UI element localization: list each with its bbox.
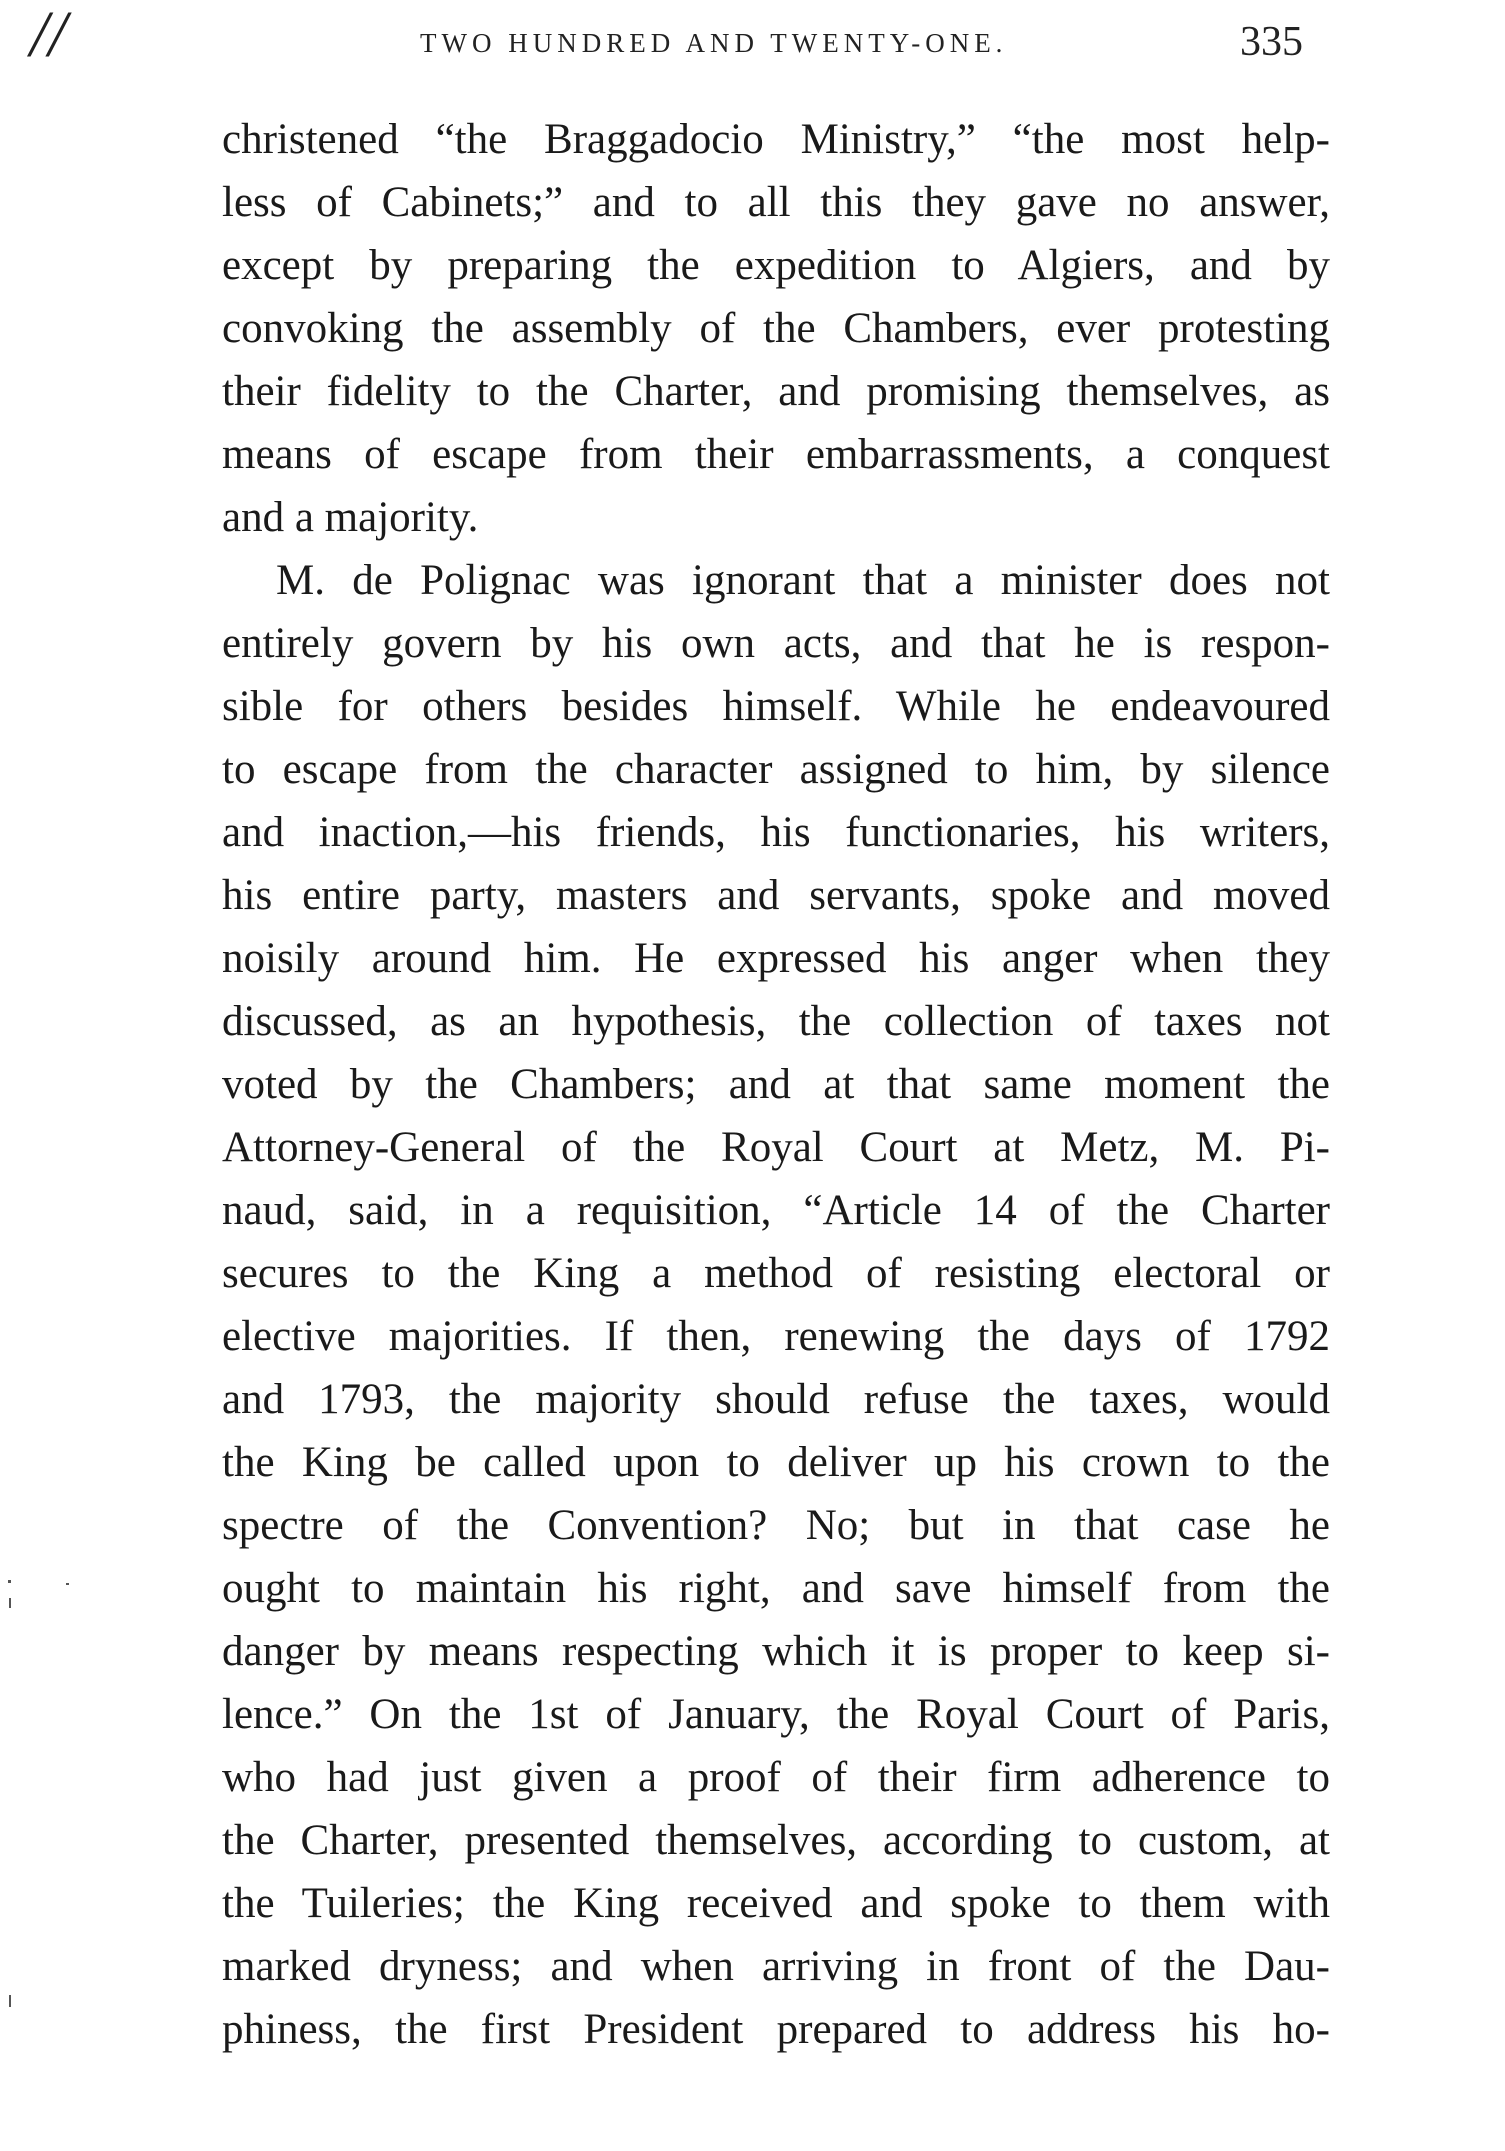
text-line: phiness, the first President prepared to address his ho- (222, 2006, 1330, 2053)
paragraph-continued (222, 108, 1330, 549)
text-line: M. de Polignac was ignorant that a minister does not (276, 557, 1330, 604)
text-line: ought to maintain his right, and save himself from the (222, 1565, 1330, 1612)
text-line: and inaction,—his friends, his functionaries, his writers, (222, 809, 1330, 856)
text-line: danger by means respecting which it is proper to keep si- (222, 1628, 1330, 1675)
text-line: christened “the Braggadocio Ministry,” “the most help- (222, 116, 1330, 163)
text-line: sible for others besides himself. While he endeavoured (222, 683, 1330, 730)
text-line: the Charter, presented themselves, according to custom, at (222, 1817, 1330, 1864)
text-line: noisily around him. He expressed his anger when they (222, 935, 1330, 982)
text-line: Attorney-General of the Royal Court at Metz, M. Pi- (222, 1124, 1330, 1171)
text-line: means of escape from their embarrassments, a conquest (222, 431, 1330, 478)
text-line: secures to the King a method of resisting electoral or (222, 1250, 1330, 1297)
text-line: and 1793, the majority should refuse the taxes, would (222, 1376, 1330, 1423)
body-text (222, 108, 1330, 2061)
text-line: their fidelity to the Charter, and promising themselves, as (222, 368, 1330, 415)
scan-speck (9, 1598, 11, 1608)
text-line: voted by the Chambers; and at that same moment the (222, 1061, 1330, 1108)
text-line: naud, said, in a requisition, “Article 14 of the Charter (222, 1187, 1330, 1234)
text-line: to escape from the character assigned to him, by silence (222, 746, 1330, 793)
scan-speck (8, 1580, 11, 1583)
text-line: his entire party, masters and servants, spoke and moved (222, 872, 1330, 919)
text-line: the King be called upon to deliver up his crown to the (222, 1439, 1330, 1486)
text-line: elective majorities. If then, renewing the days of 1792 (222, 1313, 1330, 1360)
text-line: and a majority. (222, 494, 479, 541)
scan-speck (9, 1995, 11, 2007)
text-line: discussed, as an hypothesis, the collection of taxes not (222, 998, 1330, 1045)
text-line: lence.” On the 1st of January, the Royal Court of Paris, (222, 1691, 1330, 1738)
running-head: TWO HUNDRED AND TWENTY-ONE. (420, 28, 1008, 58)
text-line: entirely govern by his own acts, and that he is respon- (222, 620, 1330, 667)
text-line: less of Cabinets;” and to all this they gave no answer, (222, 179, 1330, 226)
scan-speck (66, 1583, 69, 1585)
text-line: who had just given a proof of their firm adherence to (222, 1754, 1330, 1801)
text-line: spectre of the Convention? No; but in that case he (222, 1502, 1330, 1549)
text-line: except by preparing the expedition to Algiers, and by (222, 242, 1330, 289)
paragraph-polignac (222, 549, 1330, 2061)
text-line: marked dryness; and when arriving in front of the Dau- (222, 1943, 1330, 1990)
text-line: convoking the assembly of the Chambers, ever protesting (222, 305, 1330, 352)
margin-mark: // (30, 0, 67, 71)
page-number: 335 (1240, 19, 1303, 65)
text-line: the Tuileries; the King received and spoke to them with (222, 1880, 1330, 1927)
